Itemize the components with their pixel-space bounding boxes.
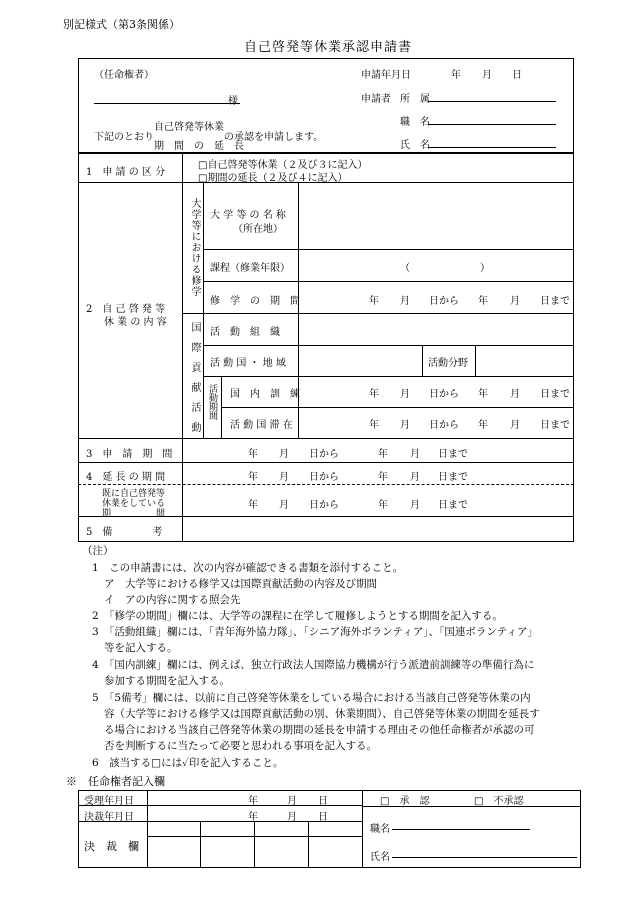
divider	[200, 821, 201, 868]
divider	[475, 345, 476, 376]
authority-position-label: 職名	[370, 824, 390, 835]
divider	[78, 438, 574, 439]
received-year: 年	[248, 796, 258, 807]
existing-from: 日から	[309, 500, 339, 511]
appointer-underline	[94, 103, 240, 104]
note-item: 2 「修学の期間」欄には、大学等の課程に在学して履修しようとする期間を記入する。	[92, 610, 503, 622]
stay-period-label: 活 動 国 滞 在	[230, 420, 293, 431]
applicant-label: 申請者	[361, 94, 391, 105]
activity-period-group-label: 活動期間	[207, 384, 217, 420]
apply-year: 年	[451, 70, 461, 81]
section1-option-leave[interactable]: □自己啓発等休業（２及び３に記入）	[198, 160, 368, 171]
form-number: 別記様式（第3条関係）	[63, 18, 180, 31]
position-field[interactable]	[428, 124, 556, 125]
divider	[147, 790, 148, 868]
study-group-label: 大学等における修学	[189, 198, 200, 297]
divider	[203, 345, 574, 346]
position-label: 職 名	[400, 117, 430, 128]
existing-from-month: 月	[279, 500, 289, 511]
group-separator	[182, 313, 574, 314]
apply-date-label: 申請年月日	[361, 70, 411, 81]
notes-heading: （注）	[82, 545, 114, 557]
received-date-label: 受理年月日	[84, 796, 134, 807]
section4-label: 4 延 長 の 期 間	[86, 472, 166, 483]
divider	[221, 407, 574, 408]
received-month: 月	[287, 796, 297, 807]
s4-from-year: 年	[248, 472, 258, 483]
s4-until: 日まで	[438, 472, 468, 483]
authority-name-label: 氏名	[370, 852, 390, 863]
university-location-label: （所在地）	[233, 224, 283, 235]
divider	[203, 281, 574, 282]
affiliation-field[interactable]	[428, 101, 556, 102]
note-item: 4 「国内訓練」欄には、例えば、独立行政法人国際協力機構が行う派遣前訓練等の準備行為に	[92, 659, 535, 671]
reject-checkbox[interactable]: □ 不承認	[474, 796, 524, 807]
section3-label: 3 申 請 期 間	[86, 449, 173, 460]
section4-sub-c: 期 間	[102, 509, 166, 519]
section2-label-a: 2 自 己 啓 発 等	[86, 304, 166, 315]
group-divider	[203, 182, 204, 438]
section4-sub-a: 既に自己啓発等	[102, 489, 166, 499]
authority-position-field[interactable]	[392, 829, 530, 830]
existing-to-month: 月	[410, 500, 420, 511]
stay-to-year: 年	[478, 420, 488, 431]
existing-until: 日まで	[438, 500, 468, 511]
divider	[78, 516, 574, 517]
study-until: 日まで	[540, 296, 570, 307]
s3-to-month: 月	[410, 449, 420, 460]
divider	[422, 345, 423, 376]
note-item: る場合における当該自己啓発等休業の期間の延長を申請する理由その他任命権者が承認の可	[104, 724, 535, 736]
section1-label: 1 申 請 の 区 分	[86, 167, 166, 178]
name-field[interactable]	[428, 147, 556, 148]
s4-to-year: 年	[378, 472, 388, 483]
study-from-month: 月	[400, 296, 410, 307]
request-option-leave: 自己啓発等休業	[154, 122, 224, 133]
s3-from-year: 年	[248, 449, 258, 460]
s3-from: 日から	[309, 449, 339, 460]
activity-region-label: 活 動 国 ・ 地 域	[210, 358, 286, 369]
divider	[308, 821, 309, 868]
decided-year: 年	[248, 812, 258, 823]
note-item: イ アの内容に関する照会先	[104, 594, 241, 606]
activity-org-label: 活 動 組 織	[210, 327, 280, 338]
name-label: 氏 名	[400, 140, 430, 151]
divider	[362, 790, 363, 868]
note-item: 6 該当する□には✓印を記入すること。	[92, 757, 284, 769]
note-item: 3 「活動組織」欄には、「青年海外協力隊」、「シニア海外ボランティア」、「国連ボランティア」	[92, 626, 538, 638]
divider	[203, 249, 574, 250]
authority-heading: ※ 任命権者記入欄	[66, 775, 165, 788]
training-to-month: 月	[510, 389, 520, 400]
stay-from: 日から	[429, 420, 459, 431]
section2-label-b: 休 業 の 内 容	[104, 317, 167, 328]
note-item: 1 この申請書には、次の内容が確認できる書類を添付すること。	[92, 562, 404, 574]
apply-month: 月	[482, 70, 492, 81]
note-item: ア 大学等における修学又は国際貢献活動の内容及び期間	[104, 578, 377, 590]
s3-until: 日まで	[438, 449, 468, 460]
s3-to-year: 年	[378, 449, 388, 460]
training-until: 日まで	[540, 389, 570, 400]
section5-label: 5 備 考	[86, 527, 163, 538]
course-label: 課程（修業年限）	[210, 263, 290, 274]
study-period-label: 修 学 の 期 間	[210, 296, 300, 307]
decided-date-label: 決裁年月日	[84, 812, 134, 823]
s4-from: 日から	[309, 472, 339, 483]
note-item: 5 「5備考」欄には、以前に自己啓発等休業をしている場合における当該自己啓発等休業の内	[92, 692, 531, 704]
authority-name-field[interactable]	[392, 857, 577, 858]
study-from: 日から	[429, 296, 459, 307]
study-to-year: 年	[478, 296, 488, 307]
decided-day: 日	[318, 812, 328, 823]
university-name-label: 大 学 等 の 名 称	[210, 210, 286, 221]
request-suffix: の承認を申請します。	[224, 132, 324, 143]
approve-checkbox[interactable]: □ 承 認	[380, 796, 430, 807]
received-day: 日	[318, 796, 328, 807]
divider	[203, 376, 574, 377]
section1-option-extension[interactable]: □期間の延長（２及び４に記入）	[198, 173, 348, 184]
activity-field-label: 活動分野	[428, 358, 468, 369]
existing-from-year: 年	[248, 500, 258, 511]
sama-label: 様	[228, 96, 238, 107]
affiliation-label: 所 属	[400, 94, 430, 105]
course-paren: （ ）	[400, 263, 490, 274]
stay-from-month: 月	[400, 420, 410, 431]
note-item: 等を記入する。	[104, 642, 178, 654]
approval-column-label: 決 裁 欄	[84, 840, 139, 853]
existing-to-year: 年	[378, 500, 388, 511]
request-prefix: 下記のとおり	[94, 132, 154, 143]
domestic-training-label: 国 内 訓 練	[230, 389, 300, 400]
note-item: 否を判断するに当たって必要と思われる事項を記入する。	[104, 740, 377, 752]
training-from-month: 月	[400, 389, 410, 400]
divider	[254, 821, 255, 868]
s4-to-month: 月	[410, 472, 420, 483]
s3-from-month: 月	[279, 449, 289, 460]
stay-to-month: 月	[510, 420, 520, 431]
training-from-year: 年	[369, 389, 379, 400]
decided-month: 月	[287, 812, 297, 823]
study-from-year: 年	[369, 296, 379, 307]
study-to-month: 月	[510, 296, 520, 307]
stay-from-year: 年	[369, 420, 379, 431]
note-item: 容（大学等における修学又は国際貢献活動の別、休業期間）、自己啓発等休業の期間を延長す	[104, 708, 540, 720]
appointer-label: （任命権者）	[94, 70, 154, 81]
intl-group-label: 国際貢献活動	[189, 322, 200, 442]
training-from: 日から	[429, 389, 459, 400]
apply-day: 日	[512, 70, 522, 81]
note-item: 参加する期間を記入する。	[104, 675, 230, 687]
training-to-year: 年	[478, 389, 488, 400]
stay-until: 日まで	[540, 420, 570, 431]
dashed-divider	[78, 484, 574, 485]
page-title: 自己啓発等休業承認申請書	[244, 40, 413, 55]
request-option-extension: 期 間 の 延 長	[154, 141, 244, 152]
section4-sub-b: 休業をしている	[102, 499, 166, 509]
divider	[78, 182, 574, 183]
s4-from-month: 月	[279, 472, 289, 483]
divider	[78, 462, 574, 463]
